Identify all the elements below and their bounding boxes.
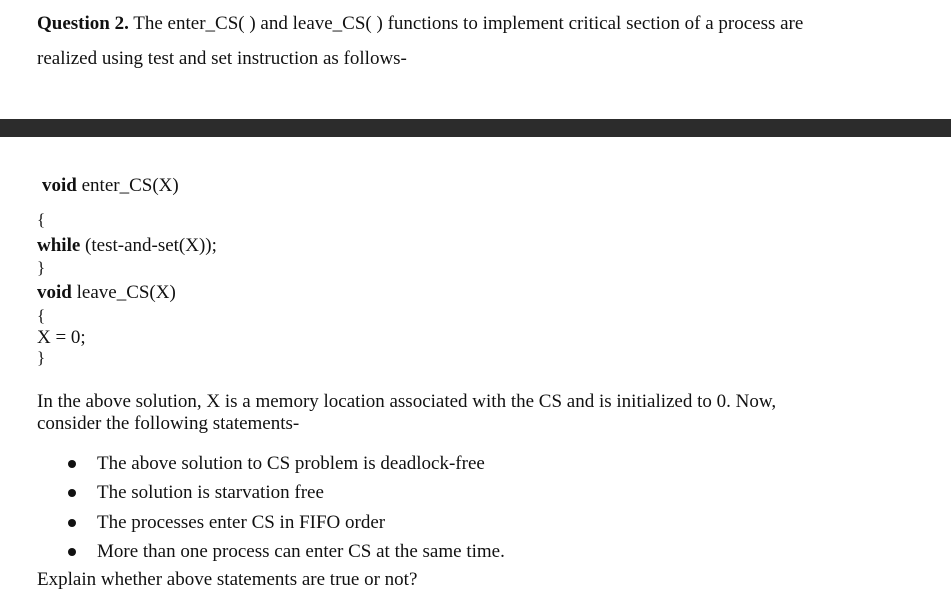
- code-line-1: [42, 175, 179, 197]
- paragraph-line-2: consider the following statements-: [37, 413, 300, 434]
- question-label: Question 2.: [37, 13, 129, 34]
- paragraph-line-1: In the above solution, X is a memory location associated with the CS and is initialized to 0. Now,: [37, 391, 777, 412]
- closing-question: Explain whether above statements are true or not?: [37, 569, 418, 590]
- code-text-test-and-set: (test-and-set(X));: [80, 235, 217, 256]
- question-text-1: The enter_CS( ) and leave_CS( ) functions to implement critical section of a process are: [128, 13, 804, 34]
- statement-text: The solution is starvation free: [97, 482, 324, 503]
- question-line-2: realized using test and set instruction as follows-: [37, 48, 407, 69]
- code-line-6: {: [37, 306, 46, 325]
- code-keyword-while: while: [37, 235, 81, 256]
- code-text-enter-cs: enter_CS(X): [76, 175, 179, 196]
- code-line-7: X = 0;: [37, 327, 86, 348]
- bullet-icon: [68, 489, 76, 497]
- statement-text: More than one process can enter CS at the same time.: [97, 541, 505, 562]
- code-line-5: [37, 282, 176, 304]
- statement-text: The above solution to CS problem is deadlock-free: [97, 453, 485, 474]
- code-line-2: {: [37, 210, 46, 229]
- bullet-icon: [68, 519, 76, 527]
- code-line-8: }: [37, 348, 46, 367]
- bullet-icon: [68, 460, 76, 468]
- code-line-4: }: [37, 258, 46, 277]
- code-keyword-void-2: void: [37, 282, 72, 303]
- code-line-3: [37, 235, 217, 257]
- question-line-1: [37, 13, 803, 35]
- statement-text: The processes enter CS in FIFO order: [97, 512, 386, 533]
- bullet-icon: [68, 548, 76, 556]
- code-keyword-void: void: [42, 175, 77, 196]
- divider-bar: [0, 119, 951, 137]
- code-text-leave-cs: leave_CS(X): [71, 282, 176, 303]
